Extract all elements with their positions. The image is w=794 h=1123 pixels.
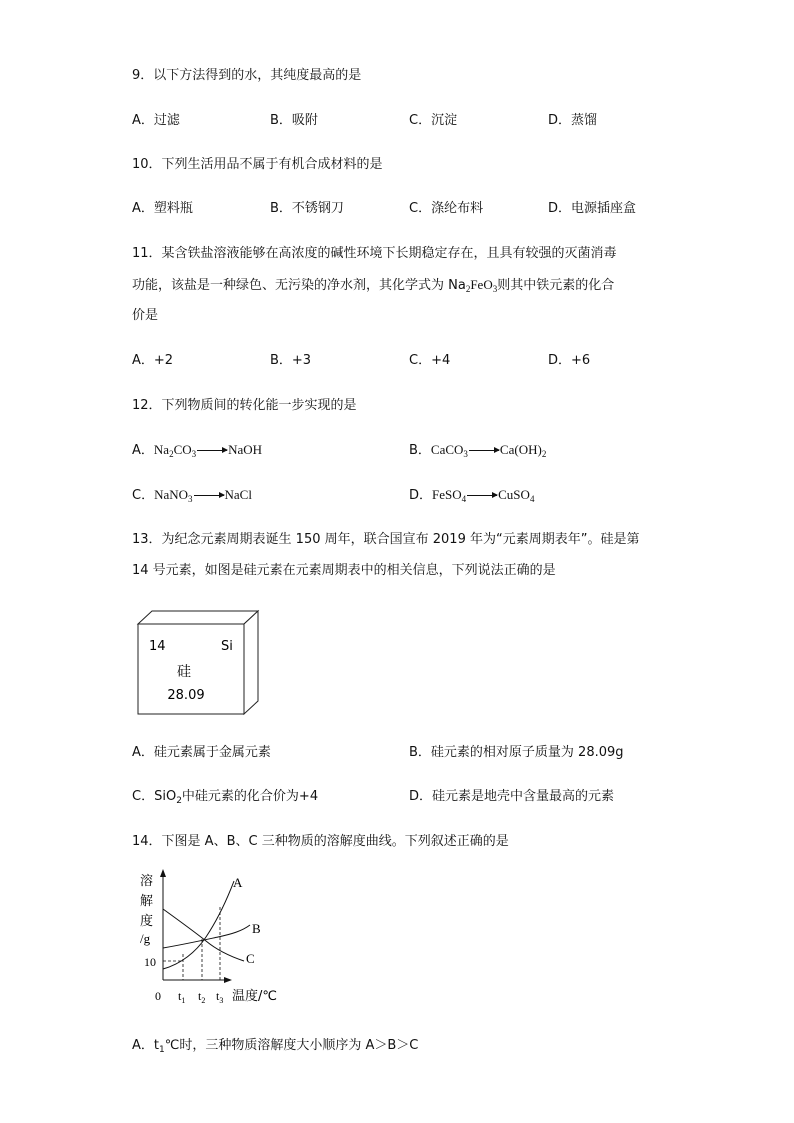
q12-option-c[interactable] [132,485,252,506]
curve-label-b: B [252,921,261,936]
q13-c-text: C．SiO [132,789,177,804]
q11-stem-line1: 11．某含铁盐溶液能够在高浓度的碱性环境下长期稳定存在，且具有较强的灭菌消毒 [132,246,617,261]
q12-b-label: B． [409,443,431,458]
q12-b-product: $Ca(OH)_2$ [499,442,547,459]
graph-ylabel-char-1: 溶 [140,874,154,889]
q12-a-label: A． [132,443,154,458]
q9-option-a[interactable]: A．过滤 [132,113,180,128]
element-card-top-face [138,611,258,624]
q10-option-b[interactable]: B．不锈钢刀 [270,201,344,216]
graph-ylabel-char-2: 解 [140,894,154,909]
q12-option-a[interactable] [132,440,262,461]
graph-y-arrow-icon [160,869,166,877]
element-card-side-face [244,611,258,714]
q10-option-a[interactable]: A．塑料瓶 [132,201,193,216]
q11-option-b[interactable]: B．+3 [270,353,312,368]
q11-formula: FeO [470,277,493,292]
q10-stem: 10．下列生活用品不属于有机合成材料的是 [132,157,383,172]
q14-option-a[interactable] [132,1036,418,1056]
q11-option-c[interactable]: C．+4 [409,353,451,368]
graph-x-tick-t3: $t_3$ [216,989,224,1005]
q13-stem-line1: 13．为纪念元素周期表诞生 150 周年，联合国宣布 2019 年为“元素周期表年”。硅是第 [132,532,640,547]
q12-stem: 12．下列物质间的转化能一步实现的是 [132,398,357,413]
q10-option-d[interactable]: D．电源插座盒 [548,201,637,216]
graph-x-tick-t2: $t_2$ [198,989,206,1005]
q14-a-tail: ℃时，三种物质溶解度大小顺序为 A＞B＞C [164,1038,419,1053]
q11-sub-2: 2 [465,284,471,294]
q9-option-b[interactable]: B．吸附 [270,113,318,128]
q12-c-product: NaCl [224,487,252,502]
arrow-icon [467,495,497,496]
graph-y-tick-10: 10 [144,955,156,969]
q12-d-reactant: FeSO$_4$ [432,487,467,504]
q11-sub-3: 3 [492,284,498,294]
q11-option-d[interactable]: D．+6 [548,353,591,368]
q12-d-label: D． [409,488,433,503]
q11-stem-line2 [132,275,614,296]
q12-a-product: NaOH [228,442,263,457]
q14-a-sub: 1 [159,1045,165,1055]
curve-label-c: C [246,951,255,966]
element-atomic-number: 14 [149,639,166,654]
q12-a-reactant: $Na_2CO_3$ [153,442,197,459]
solubility-curve-graph [136,867,311,1012]
q12-c-reactant: NaNO$_3$ [154,487,193,504]
q13-stem-line2: 14 号元素，如图是硅元素在元素周期表中的相关信息，下列说法正确的是 [132,563,556,578]
q12-c-label: C． [132,488,155,503]
q12-b-reactant: CaCO$_3$ [430,442,468,459]
graph-x-arrow-icon [224,977,232,983]
q14-a-text: A．t [132,1038,159,1053]
graph-origin: 0 [155,989,161,1003]
q11-option-a[interactable]: A．+2 [132,353,174,368]
element-symbol: Si [221,639,233,654]
q11-line2-text: 功能，该盐是一种绿色、无污染的净水剂，其化学式为 Na [132,278,466,293]
q9-option-d[interactable]: D．蒸馏 [548,113,598,128]
curve-label-a: A [233,875,243,890]
graph-ylabel-char-3: 度 [140,914,154,929]
q9-stem: 9．以下方法得到的水，其纯度最高的是 [132,68,362,83]
element-atomic-mass: 28.09 [167,688,205,703]
q12-option-d[interactable] [409,485,534,506]
q13-option-a[interactable]: A．硅元素属于金属元素 [132,745,271,760]
graph-ylabel-unit: /g [140,931,151,946]
arrow-icon [197,450,227,451]
arrow-icon [194,495,224,496]
q13-c-sub: 2 [176,796,182,806]
q10-option-c[interactable]: C．涤纶布料 [409,201,484,216]
graph-xlabel: 温度/℃ [232,989,277,1004]
curve-a [163,881,234,969]
q13-c-tail: 中硅元素的化合价为+4 [181,789,319,804]
element-card-figure [134,608,264,720]
q12-d-product: CuSO$_4$ [498,487,535,504]
graph-x-tick-t1: $t_1$ [178,989,186,1005]
q13-option-b[interactable]: B．硅元素的相对原子质量为 28.09g [409,745,624,760]
q11-line2-tail: 则其中铁元素的化合 [497,278,615,293]
q14-stem: 14．下图是 A、B、C 三种物质的溶解度曲线。下列叙述正确的是 [132,834,509,849]
q11-stem-line3: 价是 [132,308,159,323]
q9-option-c[interactable]: C．沉淀 [409,113,458,128]
q12-option-b[interactable] [409,440,546,461]
q13-option-d[interactable]: D．硅元素是地壳中含量最高的元素 [409,789,615,804]
arrow-icon [469,450,499,451]
q13-option-c[interactable] [132,787,318,807]
element-name: 硅 [177,664,191,680]
curve-c [163,909,244,961]
